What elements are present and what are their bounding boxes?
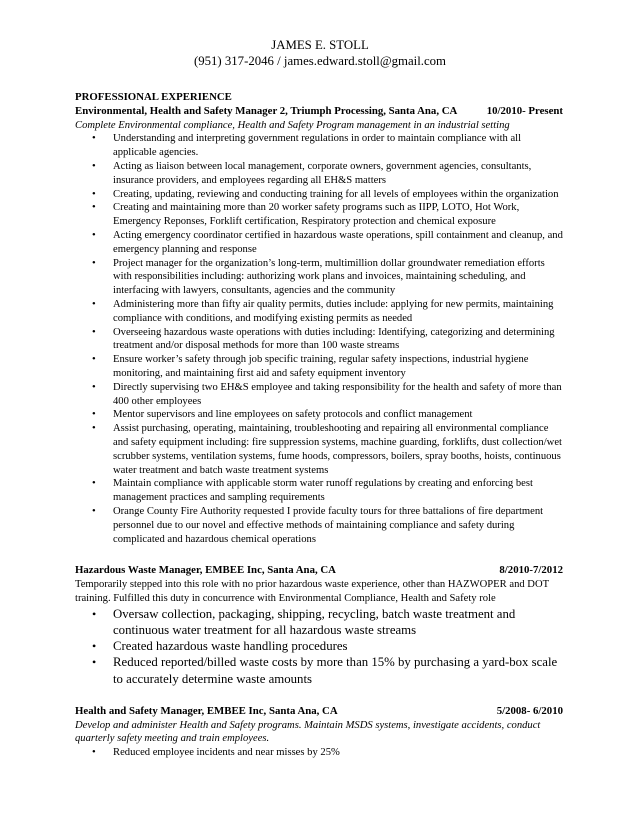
job-bullet: • Maintain compliance with applicable storm water runoff regulations by creating and enforcing best management practices and sampling requirements [75, 477, 565, 505]
job-bullet: • Oversaw collection, packaging, shipping, recycling, batch waste treatment and continuous water treatment for all hazardous waste streams [75, 606, 565, 638]
job-summary: Complete Environmental compliance, Health and Safety Program management in an industrial setting [75, 119, 510, 131]
job-summary: Temporarily stepped into this role with no prior hazardous waste experience, other than HAZWOPER and DOT training. Fulfilled this duty in concurrence with Environmental Compliance, Health and Safety role [75, 579, 549, 604]
job-dates: 8/2010-7/2012 [499, 564, 563, 577]
job-bullet: • Project manager for the organization’s long-term, multimillion dollar groundwater remediation efforts with responsibilities including: authorizing work plans and invoices, maintaining scheduling, and interfacing with lawyers, consultants, agencies and the community [75, 257, 565, 298]
job-bullet: • Reduced employee incidents and near misses by 25% [75, 746, 565, 760]
job-bullet-list [75, 606, 565, 687]
job-title: Environmental, Health and Safety Manager 2, Triumph Processing, Santa Ana, CA [75, 104, 458, 117]
job-entry [75, 105, 565, 547]
job-bullet: • Acting as liaison between local management, corporate owners, government agencies, consultants, insurance providers, and employees regarding all EH&S matters [75, 160, 565, 188]
job-bullet: • Understanding and interpreting government regulations in order to maintain compliance with all applicable agencies. [75, 132, 565, 160]
job-dates: 10/2010- Present [486, 104, 563, 117]
job-dates: 5/2008- 6/2010 [496, 704, 563, 717]
job-bullet-list [75, 746, 565, 760]
job-bullet: • Assist purchasing, operating, maintaining, troubleshooting and repairing all environmental compliance and safety equipment including: fire suppression systems, machine guarding, forklifts, dust collection/wet scrubber systems, ventilation systems, fume hoods, compressors, boilers, spray booths, hoists, continuous water treatment and batch waste treatment systems [75, 422, 565, 477]
section-title: PROFESSIONAL EXPERIENCE [75, 91, 232, 103]
job-entry [75, 705, 565, 760]
job-bullet: • Mentor supervisors and line employees on safety protocols and conflict management [75, 408, 565, 422]
job-bullet: • Creating, updating, reviewing and conducting training for all levels of employees within the organization [75, 188, 565, 202]
resume-header [75, 38, 565, 69]
job-heading [75, 564, 565, 578]
job-bullet: • Administering more than fifty air quality permits, duties include: applying for new permits, maintaining compliance with conditions, and modifying existing permits as needed [75, 298, 565, 326]
job-entry [75, 564, 565, 686]
job-bullet: • Ensure worker’s safety through job specific training, regular safety inspections, industrial hygiene monitoring, and maintaining first aid and safety equipment inventory [75, 353, 565, 381]
resume-page [75, 38, 565, 760]
job-bullet: • Acting emergency coordinator certified in hazardous waste operations, spill containment and cleanup, and emergency planning and response [75, 229, 565, 257]
job-bullet: • Overseeing hazardous waste operations with duties including: Identifying, categorizing and determining treatment and/or disposal methods for more than 100 waste streams [75, 326, 565, 354]
job-bullet: • Creating and maintaining more than 20 worker safety programs such as IIPP, LOTO, Hot Work, Emergency Reponses, Forklift certification, Respiratory protection and chemical exposure [75, 201, 565, 229]
job-bullet: • Reduced reported/billed waste costs by more than 15% by purchasing a yard-box scale to accurately determine waste amounts [75, 654, 565, 686]
job-heading [75, 105, 565, 119]
job-bullet: • Orange County Fire Authority requested I provide faculty tours for three battalions of fire department personnel due to our novel and effective methods of maintaining compliance and safety during complicated and hazardous chemical operations [75, 505, 565, 546]
job-bullet: • Created hazardous waste handling procedures [75, 638, 565, 654]
job-bullet-list [75, 132, 565, 546]
candidate-name: JAMES E. STOLL [271, 38, 369, 52]
job-heading [75, 705, 565, 719]
contact-info: (951) 317-2046 / james.edward.stoll@gmail.com [193, 53, 447, 68]
job-title: Hazardous Waste Manager, EMBEE Inc, Santa Ana, CA [75, 564, 336, 577]
job-summary: Develop and administer Health and Safety programs. Maintain MSDS systems, investigate accidents, conduct quarterly safety meeting and train employees. [75, 719, 541, 745]
job-title: Health and Safety Manager, EMBEE Inc, Santa Ana, CA [75, 704, 338, 717]
job-bullet: • Directly supervising two EH&S employee and taking responsibility for the health and safety of more than 400 other employees [75, 381, 565, 409]
